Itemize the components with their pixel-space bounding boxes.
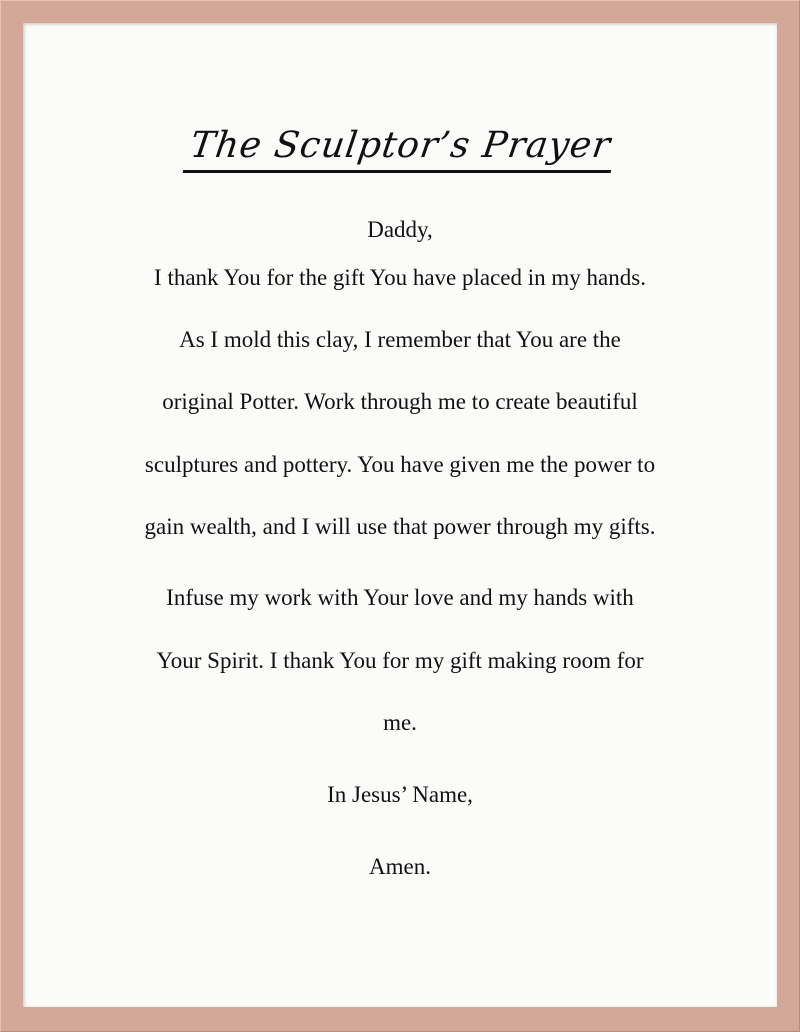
body-line-4: sculptures and pottery. You have given me the power to (144, 452, 656, 477)
body-line-5: gain wealth, and I will use that power through my gifts. (144, 514, 656, 539)
body-line-3: original Potter. Work through me to create beautiful (162, 389, 638, 414)
body-line-8: me. (383, 710, 417, 735)
document-title: The Sculptor’s Prayer (183, 126, 618, 173)
body-line-2: As I mold this clay, I remember that You are the (179, 327, 621, 352)
body-line-1: I thank You for the gift You have placed in my hands. (154, 265, 646, 290)
salutation: Daddy, (367, 217, 433, 242)
paper-mat (23, 23, 777, 1007)
closing-line: In Jesus’ Name, (327, 782, 473, 807)
title-container (23, 126, 777, 173)
body-line-7: Your Spirit. I thank You for my gift making room for (156, 648, 644, 673)
body-line-6: Infuse my work with Your love and my hands with (166, 585, 634, 610)
signoff-line: Amen. (369, 854, 431, 879)
